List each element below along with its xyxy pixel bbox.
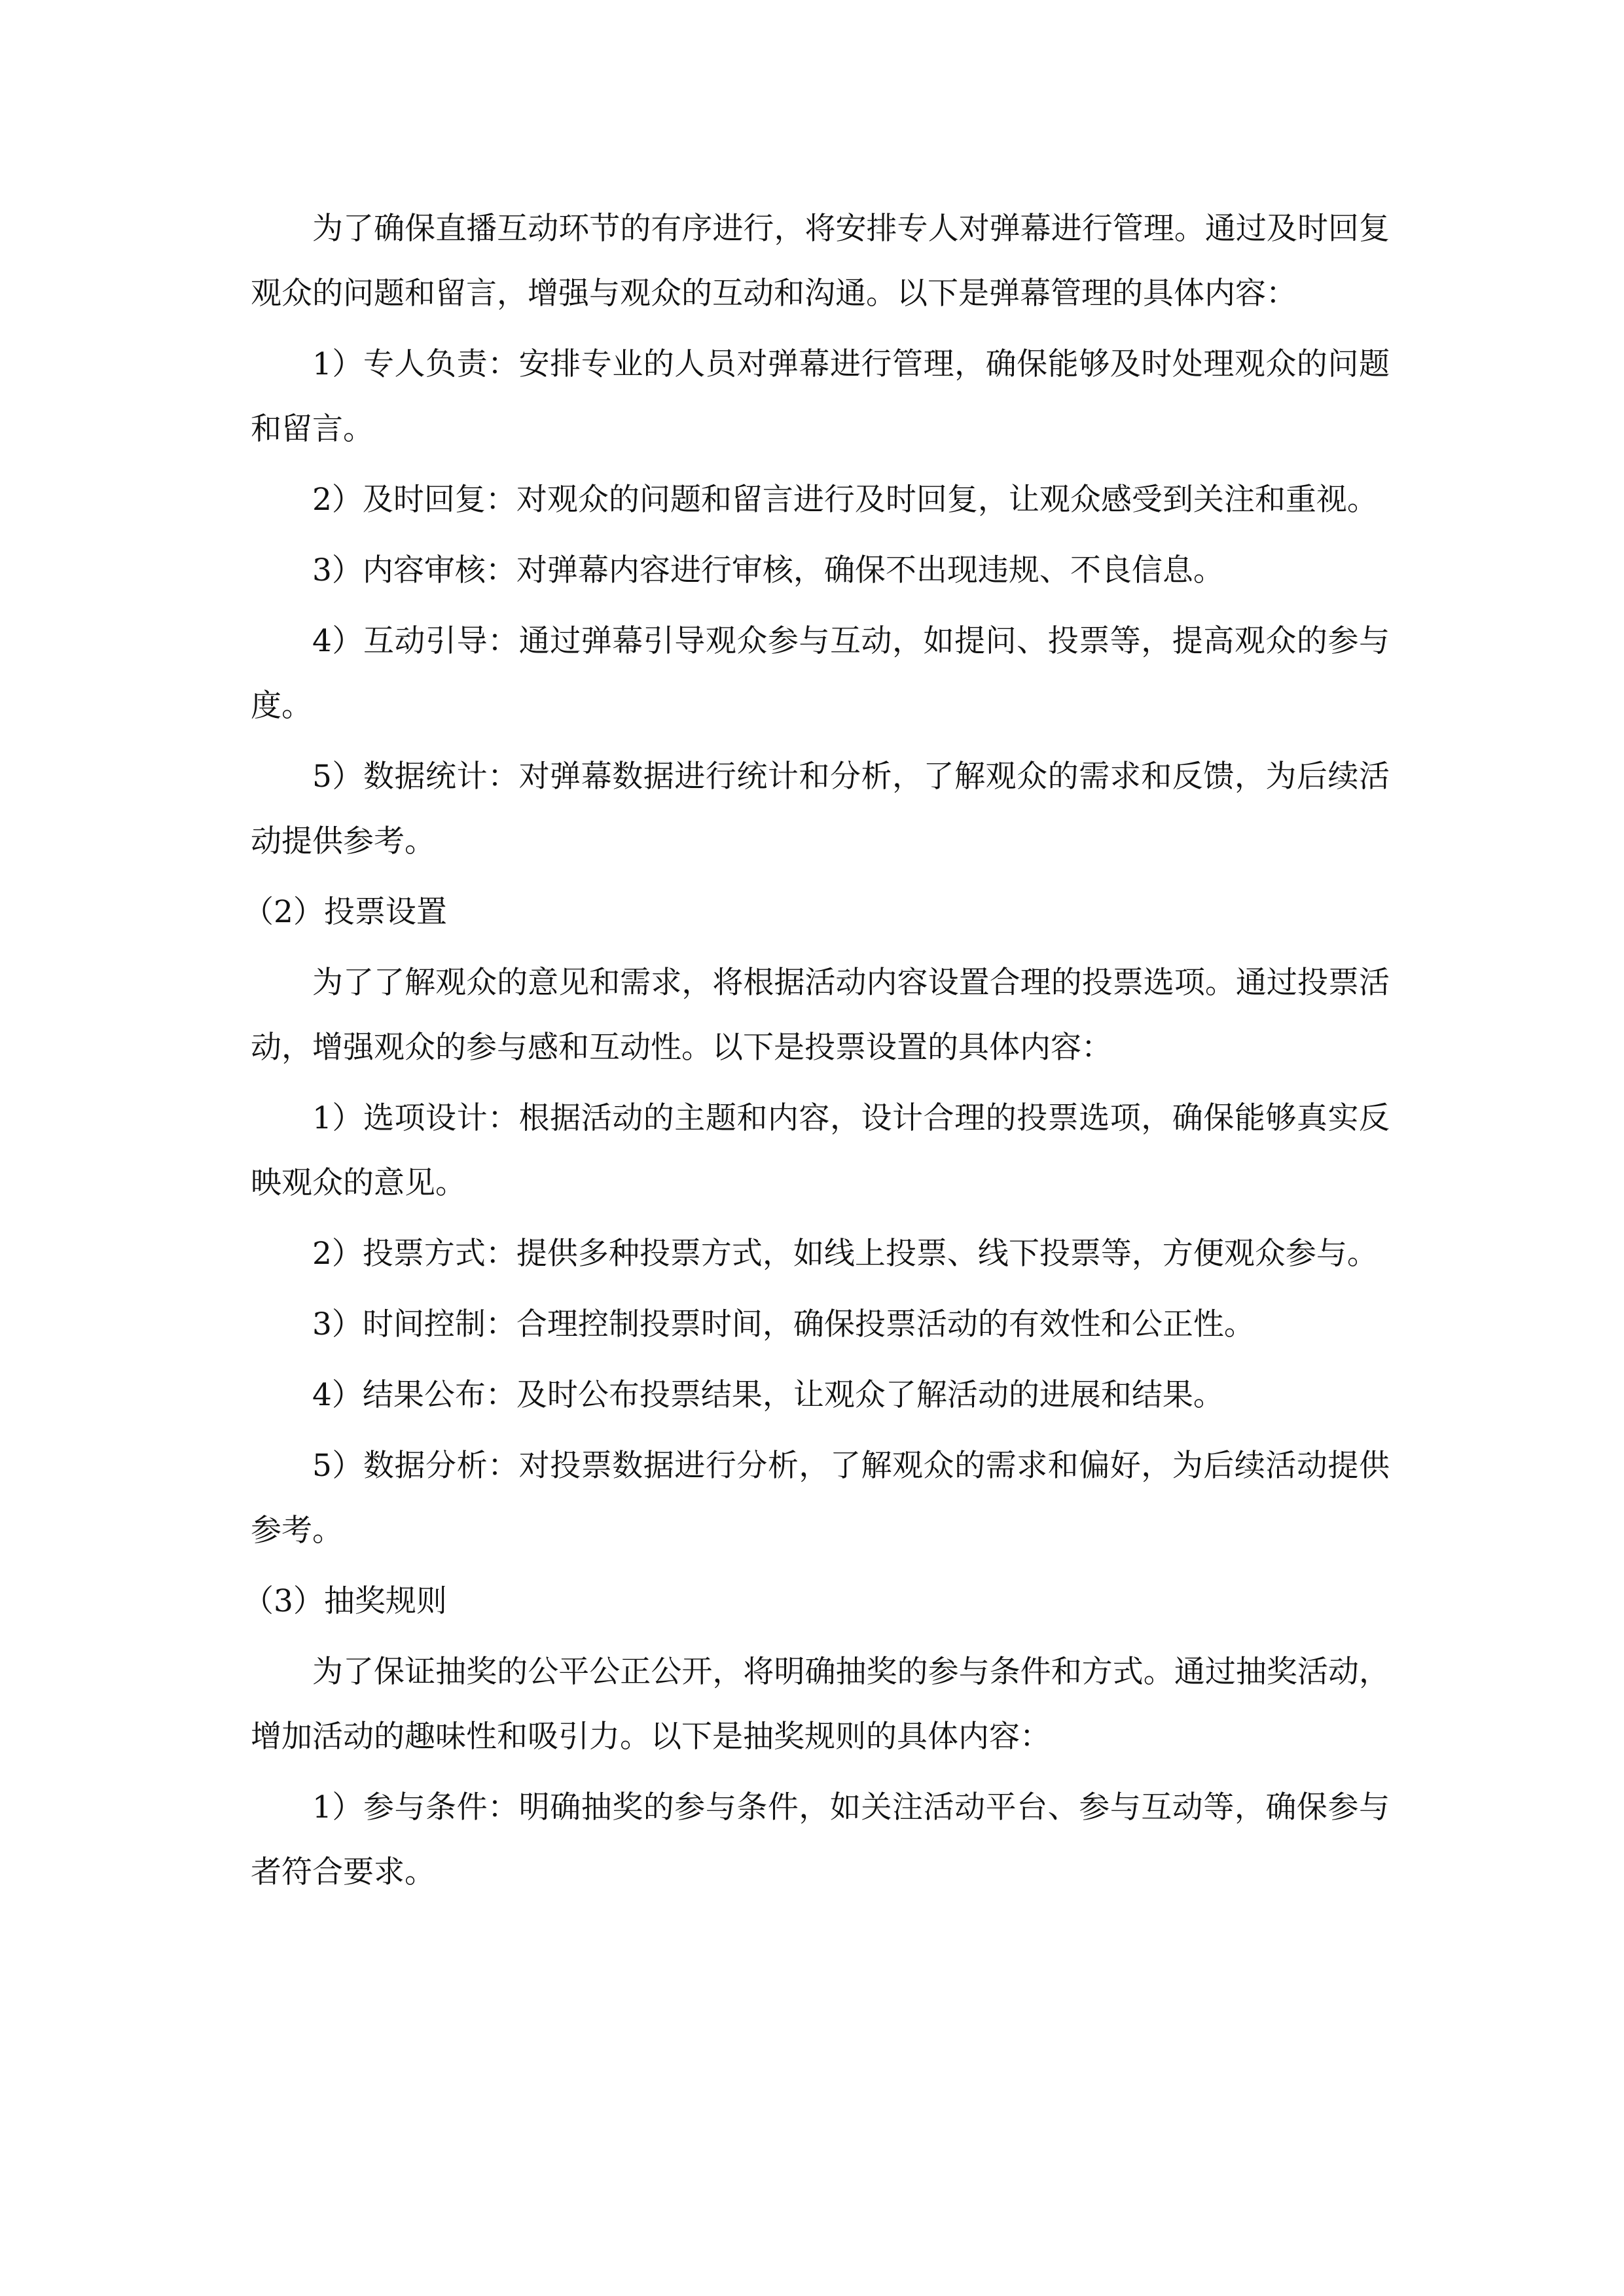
section-heading-voting: （2）投票设置 — [243, 894, 447, 930]
list-item: 4）互动引导：通过弹幕引导观众参与互动，如提问、投票等，提高观众的参与度。 — [251, 623, 1390, 724]
list-item: 1）参与条件：明确抽奖的参与条件，如关注活动平台、参与互动等，确保参与者符合要求。 — [251, 1789, 1390, 1890]
list-item: 2）及时回复：对观众的问题和留言进行及时回复，让观众感受到关注和重视。 — [312, 482, 1378, 518]
list-item: 5）数据统计：对弹幕数据进行统计和分析，了解观众的需求和反馈，为后续活动提供参考。 — [251, 759, 1390, 859]
list-item: 2）投票方式：提供多种投票方式，如线上投票、线下投票等，方便观众参与。 — [312, 1236, 1378, 1272]
paragraph-intro-danmu: 为了确保直播互动环节的有序进行，将安排专人对弹幕进行管理。通过及时回复观众的问题和留言，增强与观众的互动和沟通。以下是弹幕管理的具体内容： — [251, 211, 1390, 312]
list-item: 3）内容审核：对弹幕内容进行审核，确保不出现违规、不良信息。 — [312, 552, 1224, 588]
document-page — [243, 196, 1390, 1910]
paragraph-intro-lottery: 为了保证抽奖的公平公正公开，将明确抽奖的参与条件和方式。通过抽奖活动，增加活动的趣味性和吸引力。以下是抽奖规则的具体内容： — [251, 1654, 1390, 1755]
list-item: 1）选项设计：根据活动的主题和内容，设计合理的投票选项，确保能够真实反映观众的意见。 — [251, 1100, 1390, 1201]
list-item: 3）时间控制：合理控制投票时间，确保投票活动的有效性和公正性。 — [312, 1306, 1255, 1342]
paragraph-intro-voting: 为了了解观众的意见和需求，将根据活动内容设置合理的投票选项。通过投票活动，增强观众的参与感和互动性。以下是投票设置的具体内容： — [251, 965, 1390, 1066]
list-item: 1）专人负责：安排专业的人员对弹幕进行管理，确保能够及时处理观众的问题和留言。 — [251, 346, 1390, 447]
section-heading-lottery: （3）抽奖规则 — [243, 1583, 447, 1619]
list-item: 5）数据分析：对投票数据进行分析，了解观众的需求和偏好，为后续活动提供参考。 — [251, 1448, 1390, 1549]
list-item: 4）结果公布：及时公布投票结果，让观众了解活动的进展和结果。 — [312, 1377, 1224, 1413]
